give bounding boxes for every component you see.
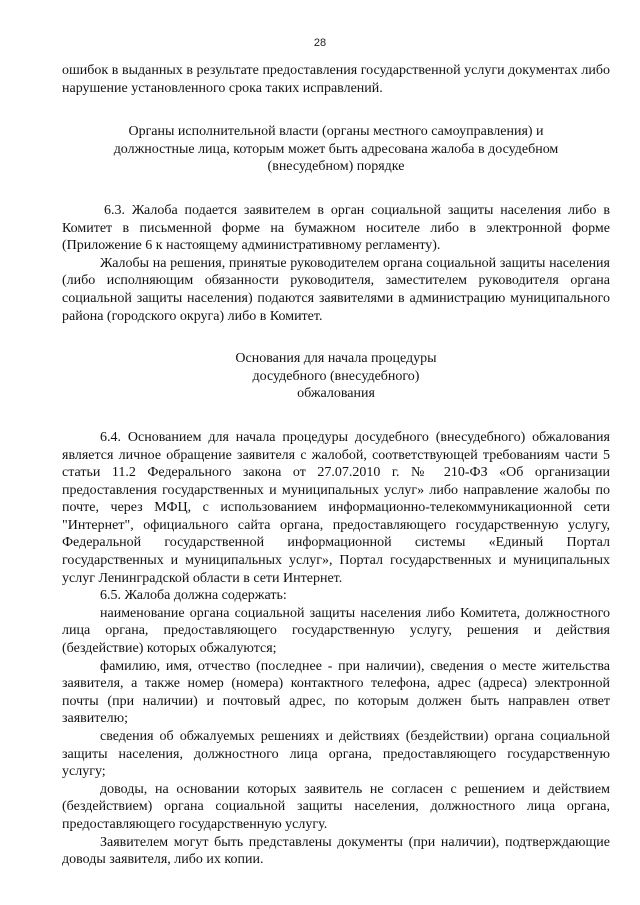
paragraph-6-3: 6.3. Жалоба подается заявителем в орган социальной защиты населения либо в Комитет в письменной форме на бумажном носителе либо в электронной форме (Приложение 6 к настоящему административному регламенту). bbox=[62, 202, 610, 254]
paragraph-6-4: 6.4. Основанием для начала процедуры досудебного (внесудебного) обжалования является личное обращение заявителя с жалобой, соответствующей требованиям части 5 статьи 11.2 Федерального закона от 27.07.2010 г. № 210-ФЗ «Об организации предоставления государственных и муниципальных услуг» либо направление жалобы по почте, через МФЦ, с использованием информационно-телекоммуникационной сети "Интернет", официального сайта органа, предоставляющего государственную услугу, Федеральной государственной информационной системы «Единый Портал государственных и муниципальных услуг», Портал государственных и муниципальных услуг Ленинградской области в сети Интернет. bbox=[62, 429, 610, 586]
section-heading-bodies: Органы исполнительной власти (органы местного самоуправления) и должностные лица, которым может быть адресована жалоба в досудебном (внесудебном) порядке bbox=[113, 124, 559, 175]
list-item-applicant-details: фамилию, имя, отчество (последнее - при наличии), сведения о месте жительства заявителя, а также номер (номера) контактного телефона, адрес (адреса) электронной почты (при наличии) и почтовый адрес, по которым должен быть направлен ответ заявителю; bbox=[62, 658, 610, 727]
paragraph-supporting-documents: Заявителем могут быть представлены документы (при наличии), подтверждающие доводы заявителя, либо их копии. bbox=[62, 834, 610, 868]
list-item-authority: наименование органа социальной защиты населения либо Комитета, должностного лица органа, предоставляющего государственную услугу, решения и действия (бездействие) которых обжалуются; bbox=[62, 605, 610, 657]
list-item-appealed-decisions: сведения об обжалуемых решениях и действиях (бездействии) органа социальной защиты населения, должностного лица органа, предоставляющего государственную услугу; bbox=[62, 729, 610, 780]
paragraph-complaints: Жалобы на решения, принятые руководителем органа социальной защиты населения (либо исполняющим обязанности руководителя, заместителем руководителя органа социальной защиты населения) подаются заявителями в администрацию муниципального района (городского округа) либо в Комитет. bbox=[62, 255, 610, 324]
page-number: 28 bbox=[313, 37, 327, 49]
paragraph-6-5: 6.5. Жалоба должна содержать: bbox=[100, 588, 287, 604]
list-item-arguments: доводы, на основании которых заявитель не согласен с решением и действием (бездействием) органа социальной защиты населения, должностного лица органа, предоставляющего государственную услугу. bbox=[62, 781, 610, 832]
section-heading-grounds: Основания для начала процедуры досудебного (внесудебного) обжалования bbox=[235, 351, 437, 402]
document-body bbox=[62, 62, 610, 869]
intro-continuation-paragraph: ошибок в выданных в результате предоставления государственной услуги документах либо нарушение установленного срока таких исправлений. bbox=[62, 63, 610, 96]
